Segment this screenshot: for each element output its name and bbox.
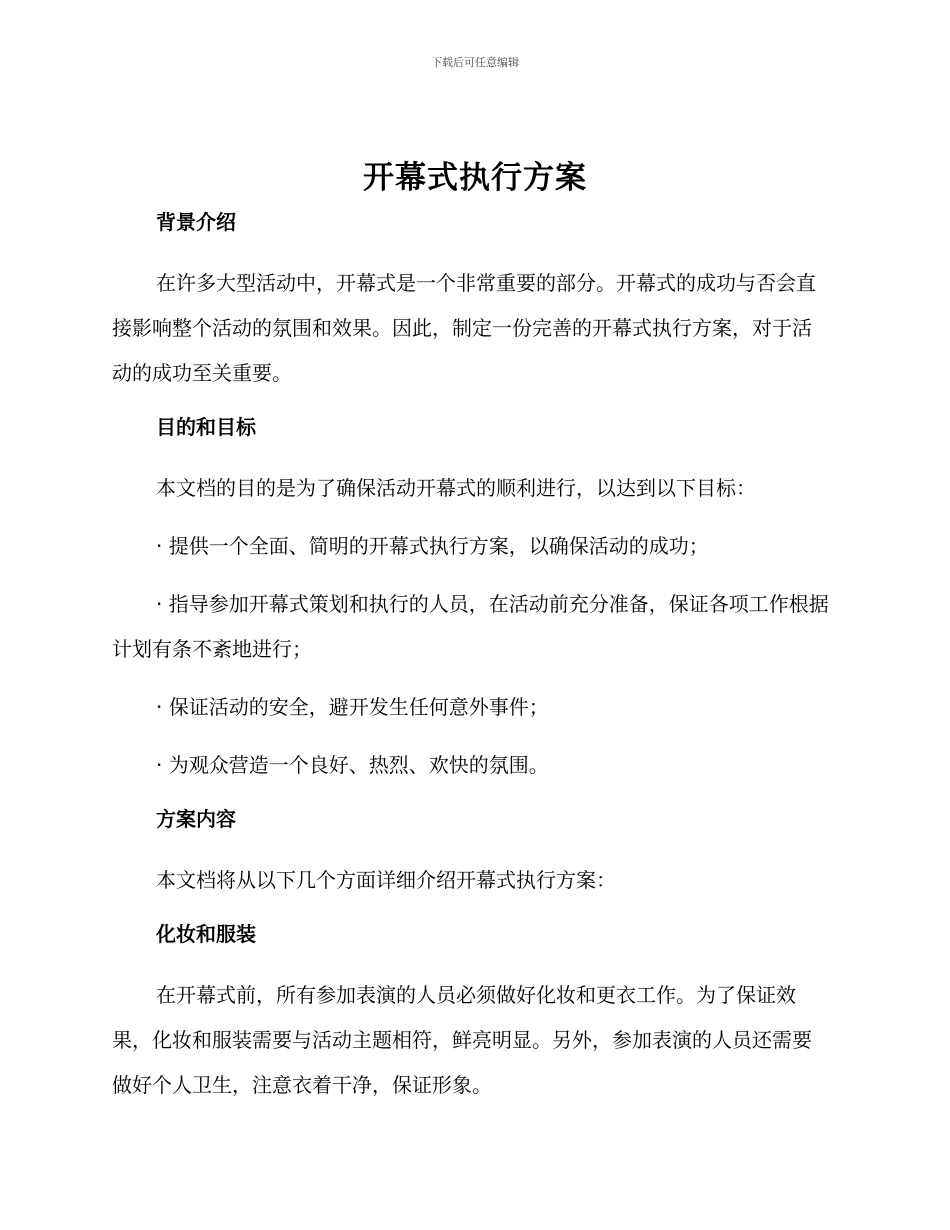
paragraph: 在开幕式前，所有参加表演的人员必须做好化妆和更衣工作。为了保证效果，化妆和服装需要与活动主题相符，鲜亮明显。另外，参加表演的人员还需要做好个人卫生，注意衣着干净，保证形象。	[112, 983, 812, 1097]
section-heading-background: 背景介绍	[156, 210, 236, 234]
bullet-item: · 为观众营造一个良好、热烈、欢快的氛围。	[156, 753, 549, 777]
document-title: 开幕式执行方案	[363, 160, 587, 196]
header-note: 下载后可任意编辑	[431, 56, 519, 69]
section-heading-makeup: 化妆和服装	[156, 922, 256, 946]
bullet-item: · 指导参加开幕式策划和执行的人员，在活动前充分准备，保证各项工作根据计划有条不紊地进行；	[112, 592, 829, 661]
document-body	[112, 204, 830, 1108]
paragraph: 在许多大型活动中，开幕式是一个非常重要的部分。开幕式的成功与否会直接影响整个活动的氛围和效果。因此，制定一份完善的开幕式执行方案，对于活动的成功至关重要。	[112, 271, 816, 385]
bullet-item: · 保证活动的安全，避开发生任何意外事件；	[156, 695, 549, 719]
paragraph: 本文档的目的是为了确保活动开幕式的顺利进行，以达到以下目标：	[156, 476, 756, 500]
section-heading-content: 方案内容	[156, 807, 236, 831]
paragraph: 本文档将从以下几个方面详细介绍开幕式执行方案：	[156, 868, 616, 892]
bullet-item: · 提供一个全面、简明的开幕式执行方案，以确保活动的成功；	[156, 534, 709, 558]
section-heading-purpose: 目的和目标	[156, 415, 256, 439]
